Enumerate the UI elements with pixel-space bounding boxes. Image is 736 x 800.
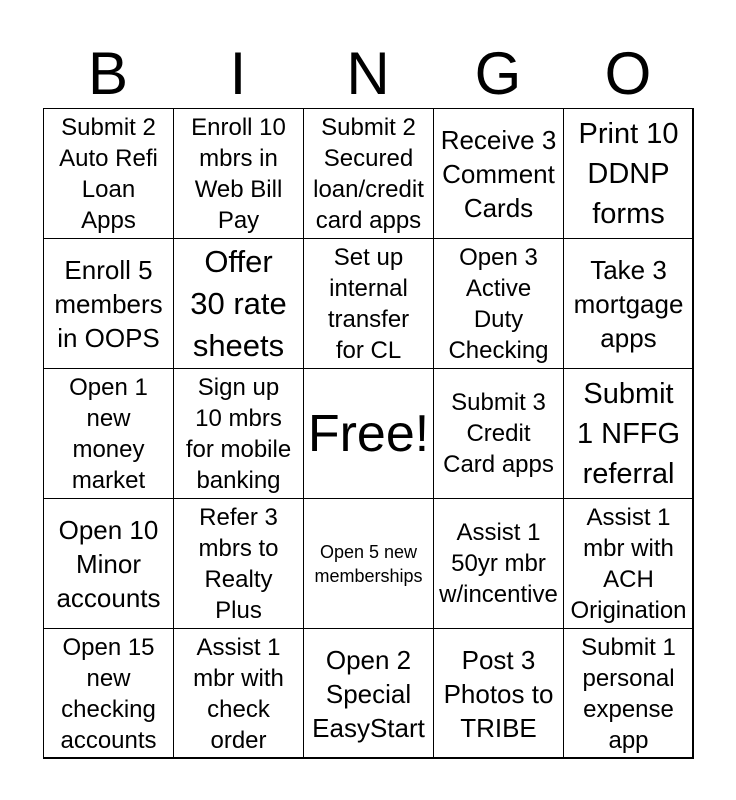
cell-text: Print 10 DDNP forms [578,117,679,230]
free-space-text: Free! [307,404,430,463]
bingo-cell-5-5[interactable] [563,628,694,759]
cell-text: Enroll 5 members in OOPS [54,254,163,353]
cell-text: Enroll 10 mbrs in Web Bill Pay [191,113,286,234]
header-letter-o: O [604,40,652,107]
header-letter-i: I [229,40,247,107]
bingo-cell-1-3[interactable] [303,108,434,239]
cell-text: Submit 2 Secured loan/credit card apps [313,113,424,234]
bingo-header [43,40,693,108]
cell-text: Open 1 new money market [69,373,148,494]
cell-text: Submit 2 Auto Refi Loan Apps [59,113,158,234]
cell-text: Take 3 mortgage apps [573,254,684,353]
cell-text: Open 15 new checking accounts [60,633,157,754]
bingo-cell-1-4[interactable] [433,108,564,239]
cell-text: Assist 1 mbr with ACH Origination [570,503,687,624]
bingo-cell-1-5[interactable] [563,108,694,239]
cell-text: Submit 1 NFFG referral [576,377,681,490]
bingo-cell-3-5[interactable] [563,368,694,499]
cell-text: Open 3 Active Duty Checking [448,243,549,364]
bingo-cell-1-2[interactable] [173,108,304,239]
bingo-cell-2-2[interactable] [173,238,304,369]
cell-text: Assist 1 50yr mbr w/incentive [439,519,558,608]
cell-text: Set up internal transfer for CL [327,243,410,364]
cell-text: Open 10 Minor accounts [56,514,161,613]
bingo-cell-free[interactable] [303,368,434,499]
bingo-cell-3-1[interactable] [43,368,174,499]
bingo-cell-3-2[interactable] [173,368,304,499]
bingo-cell-5-4[interactable] [433,628,564,759]
bingo-cell-4-5[interactable] [563,498,694,629]
header-letter-n: N [346,40,390,107]
bingo-cell-2-3[interactable] [303,238,434,369]
cell-text: Open 2 Special EasyStart [312,644,425,743]
bingo-cell-3-4[interactable] [433,368,564,499]
cell-text: Receive 3 Comment Cards [440,124,557,223]
cell-text: Post 3 Photos to TRIBE [443,644,554,743]
cell-text: Submit 3 Credit Card apps [443,389,554,478]
header-letter-b: B [87,40,129,107]
cell-text: Open 5 new memberships [314,541,423,586]
bingo-cell-4-3[interactable] [303,498,434,629]
cell-text: Offer 30 rate sheets [190,243,287,363]
bingo-cell-5-1[interactable] [43,628,174,759]
bingo-cell-2-4[interactable] [433,238,564,369]
cell-text: Assist 1 mbr with check order [193,633,284,754]
cell-text: Submit 1 personal expense app [581,633,676,754]
bingo-cell-5-2[interactable] [173,628,304,759]
cell-text: Refer 3 mbrs to Realty Plus [198,503,279,624]
bingo-cell-2-1[interactable] [43,238,174,369]
cell-text: Sign up 10 mbrs for mobile banking [185,373,292,494]
bingo-cell-4-1[interactable] [43,498,174,629]
bingo-cell-4-4[interactable] [433,498,564,629]
bingo-cell-2-5[interactable] [563,238,694,369]
bingo-cell-4-2[interactable] [173,498,304,629]
bingo-board [43,108,693,758]
header-letter-g: G [474,40,522,107]
bingo-cell-5-3[interactable] [303,628,434,759]
bingo-cell-1-1[interactable] [43,108,174,239]
